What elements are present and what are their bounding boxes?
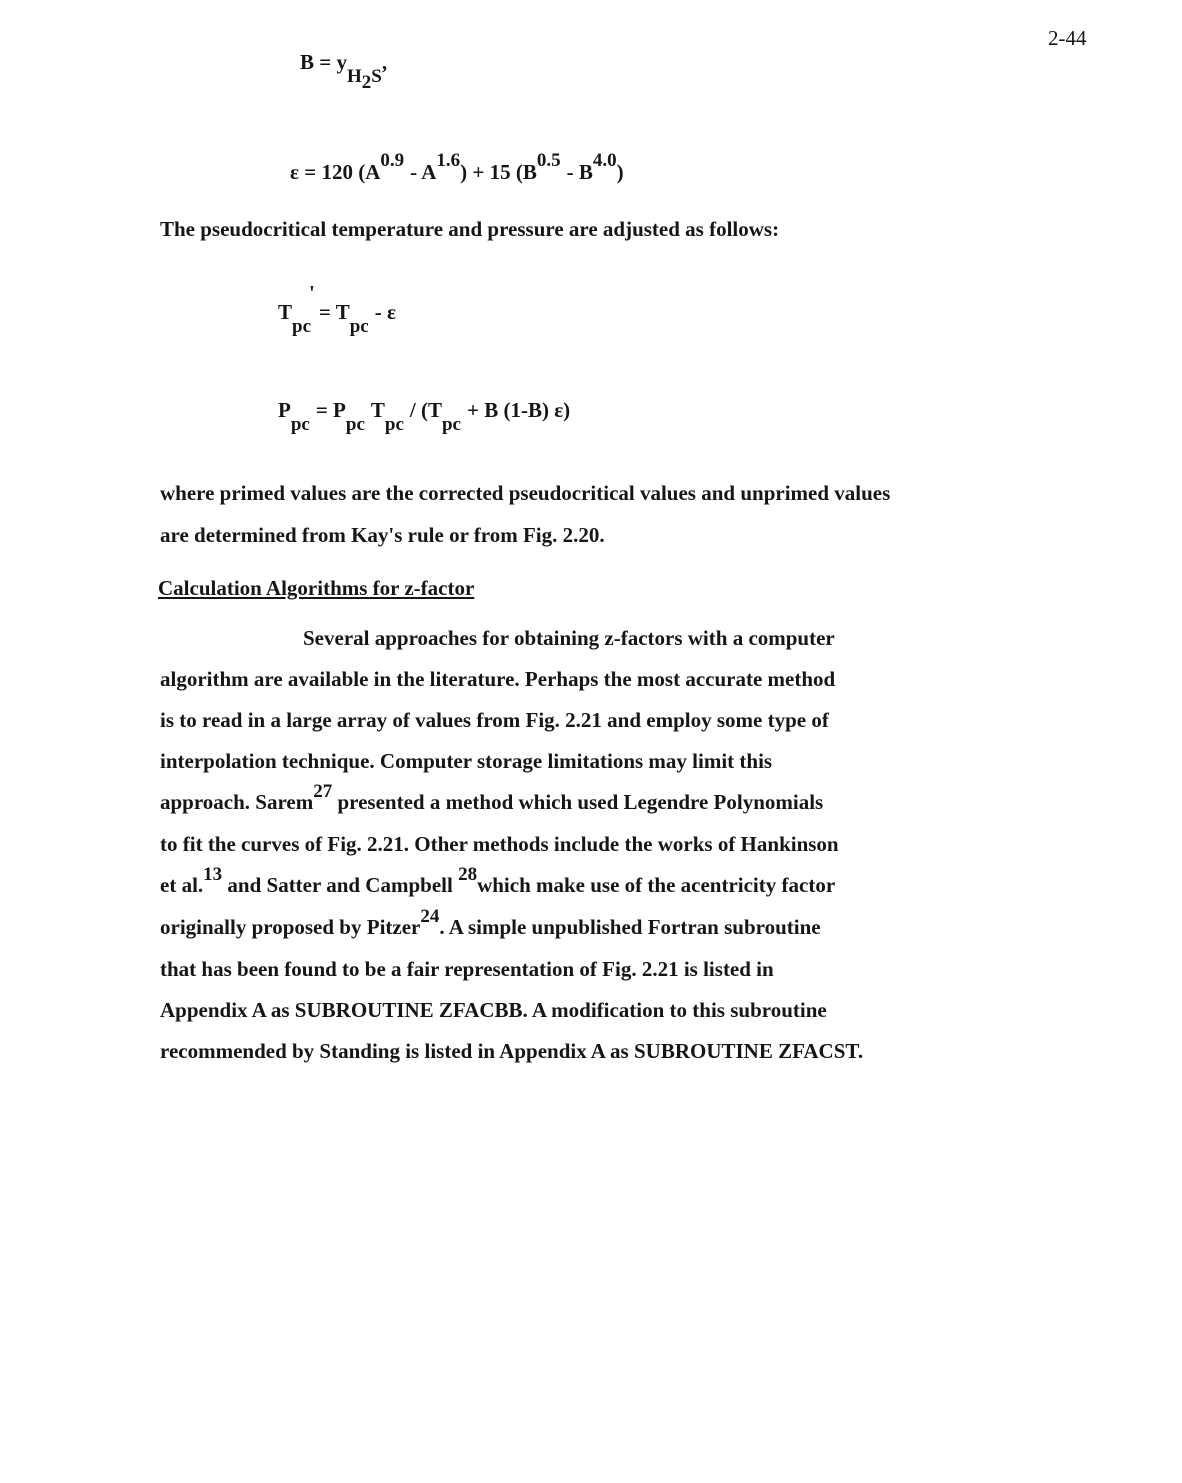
para-line-5b: presented a method which used Legendre Polynomials <box>332 790 824 814</box>
equation-epsilon <box>290 150 624 185</box>
eq-p-lhs: P <box>278 398 291 422</box>
equation-temperature-correction <box>278 281 396 337</box>
ref-24: 24 <box>420 906 440 927</box>
para-line-9: that has been found to be a fair representation of Fig. 2.21 is listed in <box>160 957 774 981</box>
eq-b-equals: = <box>319 50 332 74</box>
eq-b-var: y <box>336 50 347 74</box>
para-line-10: Appendix A as SUBROUTINE ZFACBB. A modification to this subroutine <box>160 998 827 1022</box>
para-line-6: to fit the curves of Fig. 2.21. Other methods include the works of Hankinson <box>160 832 839 856</box>
para-line-7a: et al. <box>160 873 204 897</box>
para-line-1: Several approaches for obtaining z-factors with a computer <box>303 626 835 650</box>
eq-p-end: + B (1-B) ε) <box>466 398 571 422</box>
eq-b-sub-h: H <box>346 66 362 87</box>
para-line-5 <box>160 782 1020 824</box>
eq-eps-exp2: 1.6 <box>436 150 461 171</box>
eq-eps-exp3: 0.5 <box>536 150 561 171</box>
eq-eps-part1: 120 (A <box>321 160 381 184</box>
para-line-8b: . A simple unpublished Fortran subroutine <box>439 915 821 939</box>
eq-t-lhs: T <box>278 300 293 324</box>
eq-eps-exp1: 0.9 <box>380 150 405 171</box>
eq-b-sub-s: S <box>371 66 382 87</box>
page-number: 2-44 <box>1048 26 1087 50</box>
equation-pressure-correction <box>278 398 571 435</box>
eq-eps-part4: - B <box>566 160 593 184</box>
eq-eps-lhs: ε <box>290 160 299 184</box>
para-line-2: algorithm are available in the literature. Perhaps the most accurate method <box>160 667 836 691</box>
eq-t-prime: ' <box>309 281 315 305</box>
eq-eps-equals: = <box>304 160 317 184</box>
eq-eps-part2: - A <box>410 160 437 184</box>
eq-eps-part3: ) + 15 (B <box>460 160 537 184</box>
para-line-7 <box>160 865 1020 907</box>
section-heading: Calculation Algorithms for z-factor <box>158 576 475 600</box>
eq-p-mid2-sub: pc <box>384 414 404 435</box>
eq-b-sub-2: 2 <box>361 72 372 93</box>
para-line-5a: approach. Sarem <box>160 790 314 814</box>
eq-t-mid: = T <box>318 300 350 324</box>
para-line-7c: which make use of the acentricity factor <box>477 873 836 897</box>
eq-p-mid1: = P <box>315 398 346 422</box>
para-line-11: recommended by Standing is listed in Appendix A as SUBROUTINE ZFACST. <box>160 1039 864 1063</box>
eq-p-mid3-sub: pc <box>441 414 461 435</box>
eq-p-mid2: T <box>370 398 385 422</box>
intro-sentence: The pseudocritical temperature and pressure are adjusted as follows: <box>160 217 780 241</box>
eq-b-lhs: B <box>300 50 315 74</box>
eq-eps-part5: ) <box>616 160 624 184</box>
eq-t-lhs-sub: pc <box>292 316 312 337</box>
equation-b-definition <box>300 50 388 93</box>
where-line-2: are determined from Kay's rule or from Fig. 2.20. <box>160 523 605 547</box>
eq-p-mid3: / (T <box>409 398 442 422</box>
para-line-7b: and Satter and Campbell <box>222 873 459 897</box>
where-line-1: where primed values are the corrected pseudocritical values and unprimed values <box>160 481 891 505</box>
eq-t-end: - ε <box>374 300 396 324</box>
body-paragraph <box>160 618 1020 1072</box>
eq-eps-exp4: 4.0 <box>592 150 617 171</box>
eq-t-rhs-sub: pc <box>349 316 369 337</box>
para-line-8a: originally proposed by Pitzer <box>160 915 421 939</box>
eq-p-lhs-sub: pc <box>290 414 310 435</box>
para-line-4: interpolation technique. Computer storage limitations may limit this <box>160 749 773 773</box>
ref-13: 13 <box>203 864 223 885</box>
ref-28: 28 <box>458 864 478 885</box>
eq-p-mid1-sub: pc <box>345 414 365 435</box>
eq-b-comma: , <box>381 50 388 74</box>
para-line-3: is to read in a large array of values from Fig. 2.21 and employ some type of <box>160 708 829 732</box>
para-line-8 <box>160 907 1020 949</box>
ref-27: 27 <box>313 781 333 802</box>
